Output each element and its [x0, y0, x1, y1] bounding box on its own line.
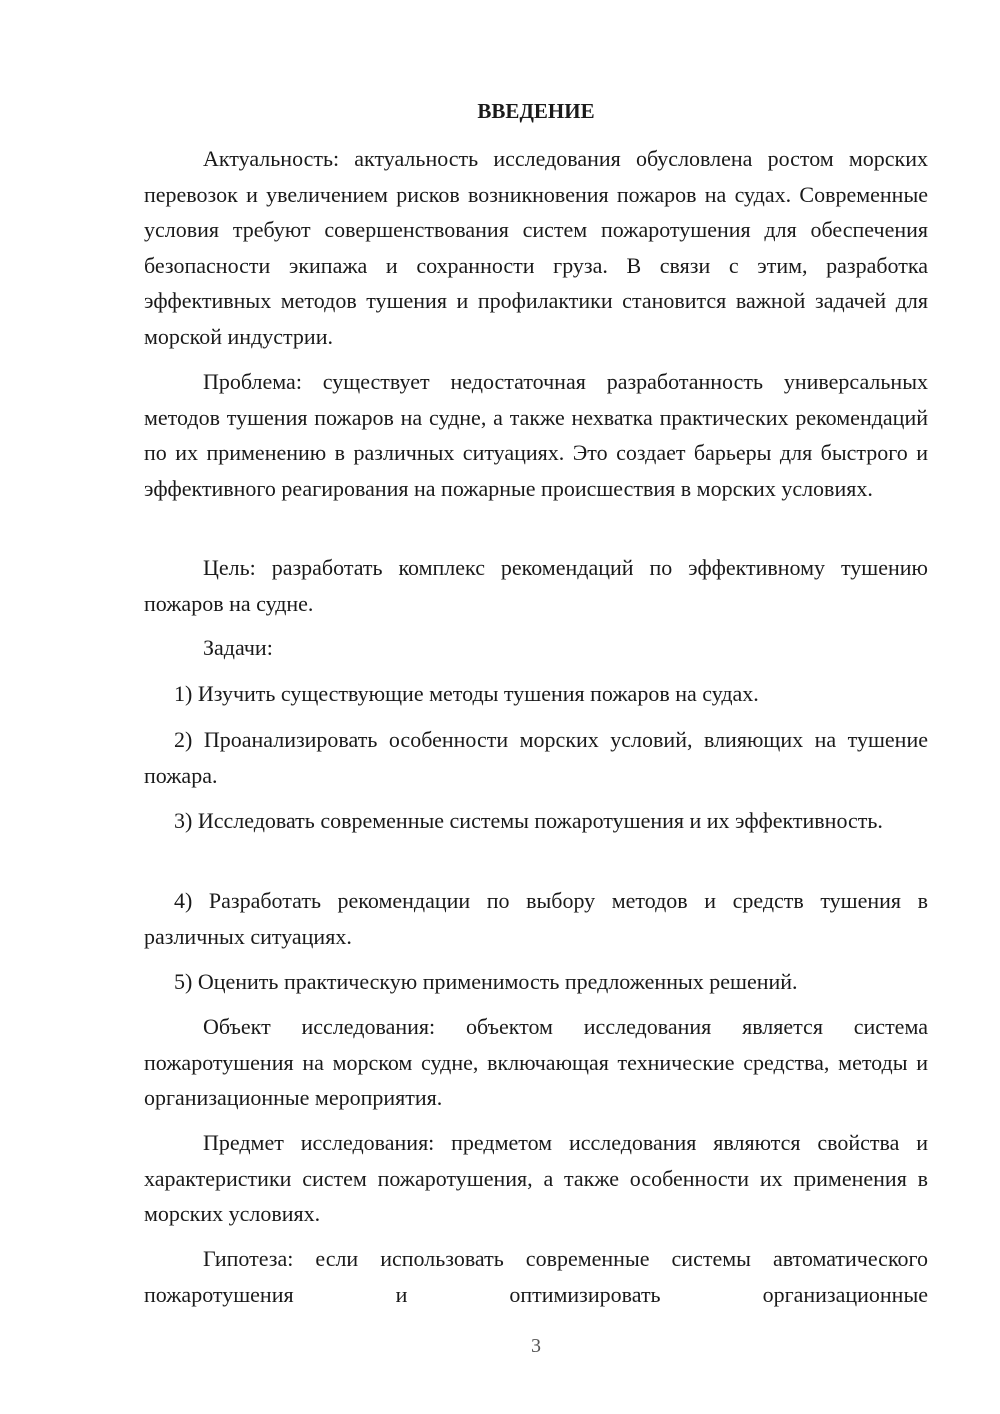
list-item-task-1: 1) Изучить существующие методы тушения пожаров на судах.: [174, 681, 759, 706]
paragraph-hypothesis: Гипотеза: если использовать современные системы автоматического пожаротушения и оптимизировать организационные: [144, 1246, 928, 1307]
paragraph-object: Объект исследования: объектом исследования является система пожаротушения на морском судне, включающая технические средства, методы и организационные мероприятия.: [144, 1014, 928, 1110]
page-number: 3: [531, 1335, 541, 1357]
list-item-task-4: 4) Разработать рекомендации по выбору методов и средств тушения в различных ситуациях.: [144, 888, 928, 949]
paragraph-goal: Цель: разработать комплекс рекомендаций по эффективному тушению пожаров на судне.: [144, 555, 928, 616]
section-title: ВВЕДЕНИЕ: [477, 99, 595, 123]
list-item-task-2: 2) Проанализировать особенности морских условий, влияющих на тушение пожара.: [144, 727, 928, 788]
list-item-task-5: 5) Оценить практическую применимость предложенных решений.: [174, 969, 798, 994]
paragraph-problem: Проблема: существует недостаточная разработанность универсальных методов тушения пожаров на судне, а также нехватка практических рекомендаций по их применению в различных ситуациях. Это создает барьеры для быстрого и эффективного реагирования на пожарные происшествия в морских условиях.: [144, 369, 928, 501]
paragraph-subject: Предмет исследования: предметом исследования являются свойства и характеристики систем пожаротушения, а также особенности их применения в морских условиях.: [144, 1130, 928, 1226]
paragraph-relevance: Актуальность: актуальность исследования обусловлена ростом морских перевозок и увеличением рисков возникновения пожаров на судах. Современные условия требуют совершенствования систем пожаротушения для обеспечения безопасности экипажа и сохранности груза. В связи с этим, разработка эффективных методов тушения и профилактики становится важной задачей для морской индустрии.: [144, 146, 928, 349]
list-item-task-3: 3) Исследовать современные системы пожаротушения и их эффективность.: [174, 808, 883, 833]
paragraph-tasks-label: Задачи:: [203, 635, 273, 660]
